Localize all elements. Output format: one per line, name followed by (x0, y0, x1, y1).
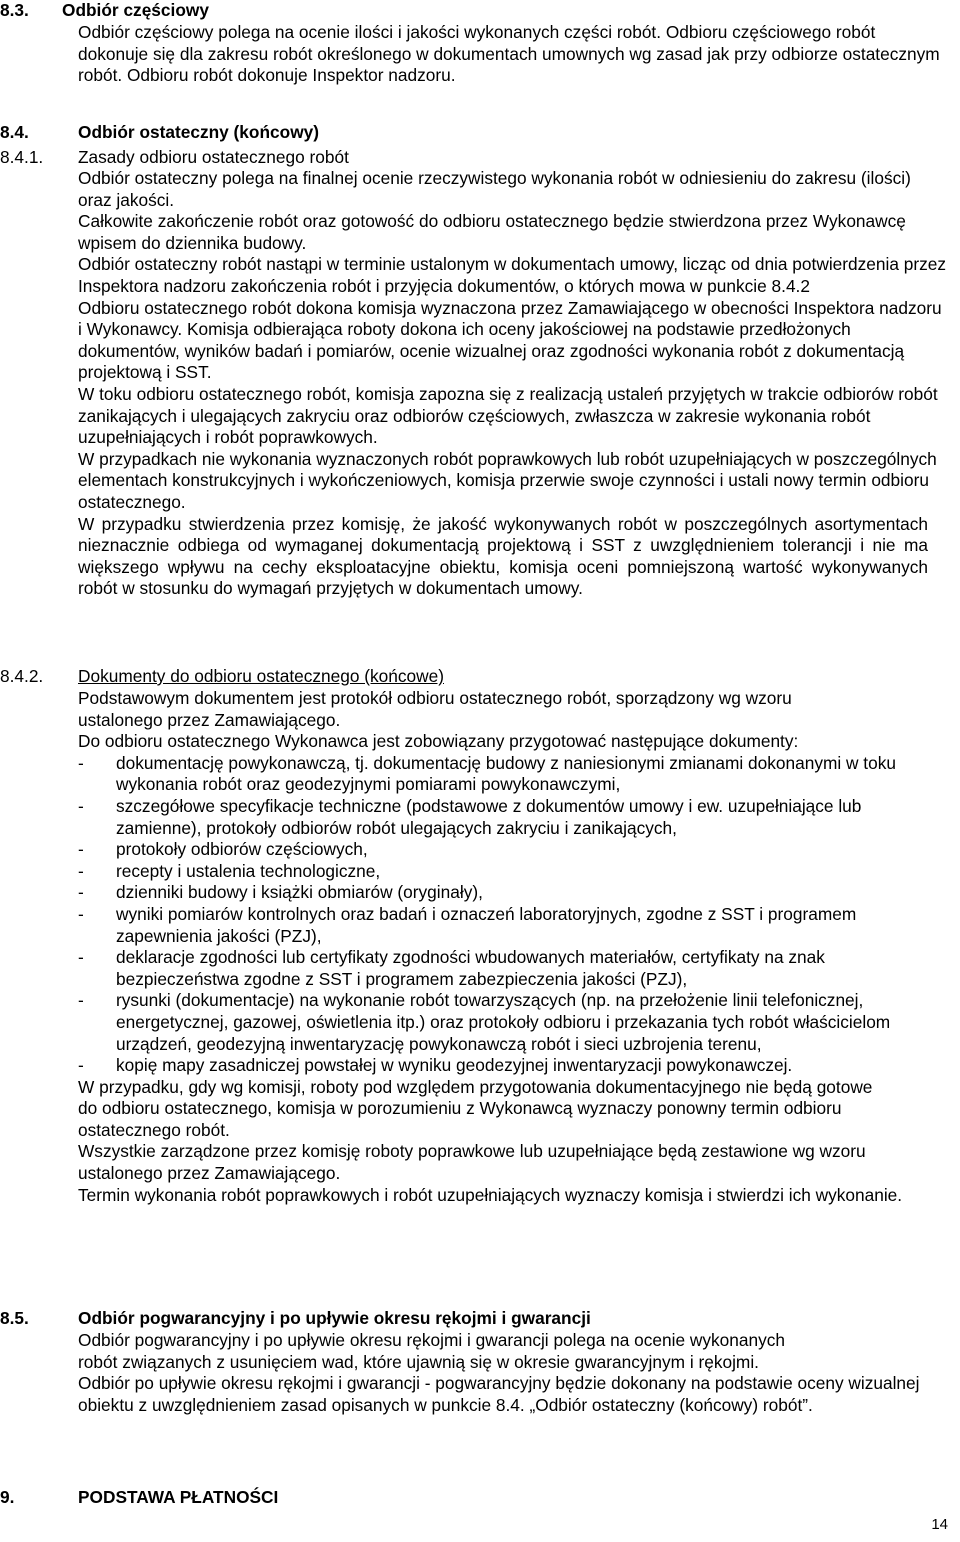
list-item: - dokumentację powykonawczą, tj. dokumentację budowy z naniesionymi zmianami dokonanymi w toku wykonania robót oraz geodezyjnymi pomiarami powykonawczymi, (78, 752, 896, 795)
section-8-4-heading (0, 122, 319, 144)
section-8-5-heading (0, 1308, 591, 1330)
section-number: 8.5. (0, 1308, 29, 1328)
section-title: PODSTAWA PŁATNOŚCI (78, 1487, 279, 1507)
section-title: Zasady odbioru ostatecznego robót (78, 147, 349, 167)
paragraph: Do odbioru ostatecznego Wykonawca jest zobowiązany przygotować następujące dokumenty: (78, 731, 799, 752)
list-item: - kopię mapy zasadniczej powstałej w wyniku geodezyjnej inwentaryzacji powykonawczej. (78, 1055, 793, 1076)
paragraph: Odbiór pogwarancyjny i po upływie okresu rękojmi i gwarancji polega na ocenie wykonanych robót związanych z usunięciem wad, które ujawnią się w okresie gwarancyjnym i rękojmi. (78, 1330, 785, 1372)
section-title: Dokumenty do odbioru ostatecznego (końcowe) (78, 666, 444, 686)
paragraph: Wszystkie zarządzone przez komisję roboty poprawkowe lub uzupełniające będą zestawione wg wzoru ustalonego przez Zamawiającego. (78, 1141, 866, 1184)
list-item: - protokoły odbiorów częściowych, (78, 839, 368, 860)
paragraph: Odbioru ostatecznego robót dokona komisja wyznaczona przez Zamawiającego w obecności Inspektora nadzoru i Wykonawcy. Komisja odbierająca roboty dokona ich oceny jakościowej na podstawie przedłożonych dokumentów, wyników badań i pomiarów, ocenie wizualnej oraz zgodności wykonania robót z dokumentacją projektową i SST. (78, 297, 942, 383)
section-title: Odbiór ostateczny (końcowy) (78, 122, 320, 142)
paragraph: W toku odbioru ostatecznego robót, komisja zapozna się z realizacją ustaleń przyjętych w trakcie odbiorów robót zanikających i ulegających zakryciu oraz odbiorów częściowych, zwłaszcza w zakresie wykonania robót uzupełniających i robót poprawkowych. (78, 383, 938, 448)
paragraph: W przypadku stwierdzenia przez komisję, że jakość wykonywanych robót w poszczególnych asortymentach nieznacznie odbiega od wymaganej dokumentacją projektową i SST z uwzględnieniem tolerancji i nie ma większego wpływu na cechy eksploatacyjne obiektu, komisja oceni pomniejszoną wartość wykonywanych robót w stosunku do wymagań przyjętych w dokumentach umowy. (78, 513, 928, 599)
paragraph: Odbiór ostateczny polega na finalnej ocenie rzeczywistego wykonania robót w odniesieniu do zakresu (ilości) oraz jakości. (78, 168, 911, 210)
paragraph: Podstawowym dokumentem jest protokół odbioru ostatecznego robót, sporządzony wg wzoru ustalonego przez Zamawiającego. (78, 688, 792, 730)
paragraph: Odbiór ostateczny robót nastąpi w terminie ustalonym w dokumentach umowy, licząc od dnia potwierdzenia przez Inspektora nadzoru zakończenia robót i przyjęcia dokumentów, o których mowa w punkcie 8.4.2 (78, 254, 947, 296)
document-list (40, 753, 900, 1077)
list-item: - recepty i ustalenia technologiczne, (78, 860, 381, 881)
section-8-4-1-heading (0, 147, 349, 169)
list-item: - szczegółowe specyfikacje techniczne (podstawowe z dokumentów umowy i ew. uzupełniające lub zamienne), protokoły odbiorów robót ulegających zakryciu i zanikających, (78, 795, 862, 838)
section-number: 8.3. (0, 0, 29, 20)
page-number: 14 (931, 1516, 948, 1533)
section-8-3-body (78, 22, 948, 87)
section-8-3-heading (0, 0, 209, 22)
section-8-4-1-body (78, 168, 948, 600)
section-title: Odbiór pogwarancyjny i po upływie okresu rękojmi i gwarancji (78, 1308, 591, 1328)
paragraph: Odbiór po upływie okresu rękojmi i gwarancji - pogwarancyjny będzie dokonany na podstawie oceny wizualnej obiektu z uwzględnieniem zasad opisanych w punkcie 8.4. „Odbiór ostateczny (końcowy) robót”. (78, 1373, 920, 1415)
section-8-4-2-heading (0, 666, 444, 688)
section-9-heading (0, 1487, 278, 1509)
section-8-5-body (78, 1330, 920, 1416)
section-number: 8.4.1. (0, 147, 44, 167)
list-item: - deklaracje zgodności lub certyfikaty zgodności wbudowanych materiałów, certyfikaty na znak bezpieczeństwa zgodne z SST i programem zabezpieczenia jakości (PZJ), (78, 947, 825, 989)
section-number: 8.4.2. (0, 666, 44, 686)
paragraph: W przypadku, gdy wg komisji, roboty pod względem przygotowania dokumentacyjnego nie będą gotowe do odbioru ostatecznego, komisja w porozumieniu z Wykonawcą wyznaczy ponowny termin odbioru ostatecznego robót. (78, 1076, 873, 1140)
paragraph: Całkowite zakończenie robót oraz gotowość do odbioru ostatecznego będzie stwierdzona przez Wykonawcę wpisem do dziennika budowy. (78, 211, 906, 253)
list-item: - rysunki (dokumentacje) na wykonanie robót towarzyszących (np. na przełożenie linii telefonicznej, energetycznej, gazowej, oświetlenia itp.) oraz protokoły odbioru i przekazania tych robót właścicielom urządzeń, geodezyjną inwentaryzację powykonawczą robót i sieci uzbrojenia terenu, (78, 990, 891, 1054)
paragraph: W przypadkach nie wykonania wyznaczonych robót poprawkowych lub robót uzupełniających w poszczególnych elementach konstrukcyjnych i wykończeniowych, komisja przerwie swoje czynności i ustali nowy termin odbioru ostatecznego. (78, 448, 937, 512)
paragraph: Odbiór częściowy polega na ocenie ilości i jakości wykonanych części robót. Odbioru częściowego robót dokonuje się dla zakresu robót określonego w dokumentach umownych wg zasad jak przy odbiorze ostatecznym robót. Odbioru robót dokonuje Inspektor nadzoru. (78, 22, 940, 86)
section-title: Odbiór częściowy (62, 0, 209, 20)
section-number: 9. (0, 1487, 15, 1507)
list-item: - wyniki pomiarów kontrolnych oraz badań i oznaczeń laboratoryjnych, zgodne z SST i programem zapewnienia jakości (PZJ), (78, 903, 857, 946)
paragraph: Termin wykonania robót poprawkowych i robót uzupełniających wyznaczy komisja i stwierdzi ich wykonanie. (78, 1184, 903, 1205)
section-8-4-2-body (78, 688, 903, 1206)
section-number: 8.4. (0, 122, 29, 142)
list-item: - dzienniki budowy i książki obmiarów (oryginały), (78, 882, 483, 903)
